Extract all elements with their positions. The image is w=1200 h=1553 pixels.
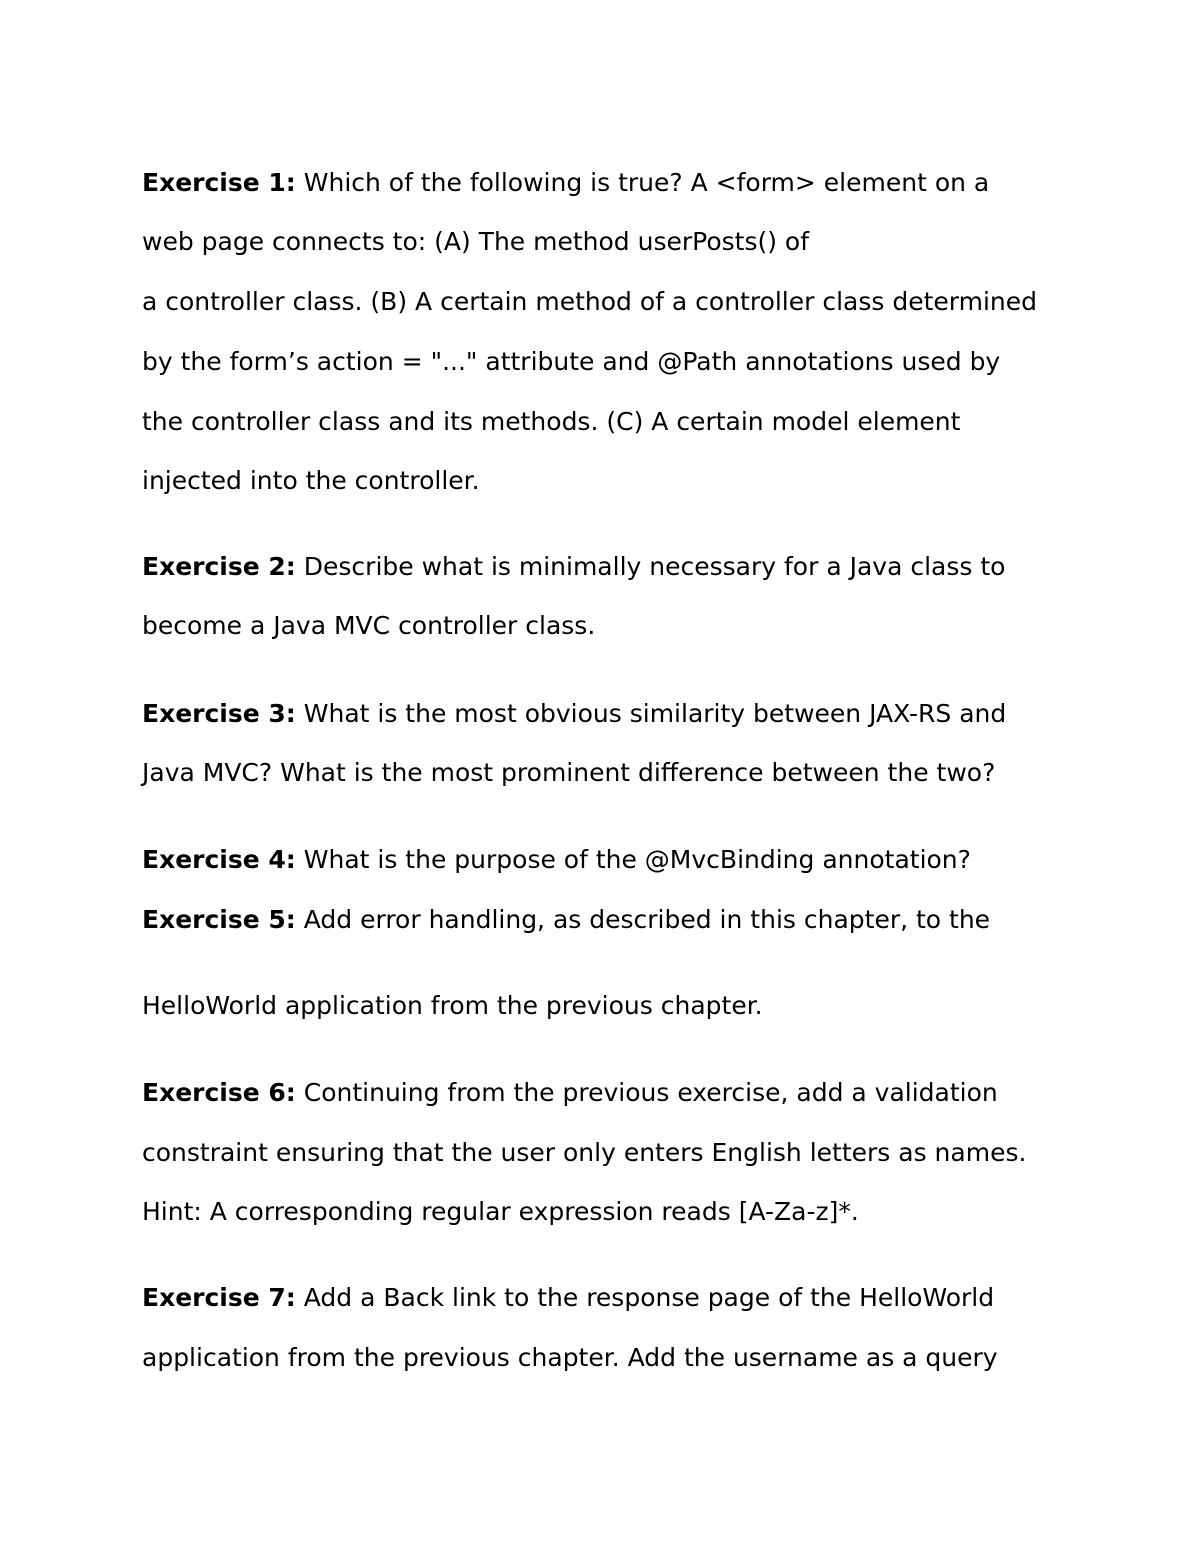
exercise-3-line-1 [142, 699, 1006, 729]
exercise-2-line-2: become a Java MVC controller class. [142, 611, 596, 640]
exercise-6-line-2: constraint ensuring that the user only enters English letters as names. [142, 1138, 1027, 1167]
exercise-6-text: Continuing from the previous exercise, add a validation [295, 1078, 998, 1107]
exercise-4-text: What is the purpose of the @MvcBinding annotation? [295, 845, 971, 874]
exercise-1-line-2: web page connects to: (A) The method userPosts() of [142, 227, 810, 256]
exercise-3-label: Exercise 3: [142, 699, 296, 728]
exercise-2-text: Describe what is minimally necessary for a Java class to [295, 552, 1006, 581]
exercise-7-label: Exercise 7: [142, 1283, 296, 1312]
exercise-2-line-1 [142, 552, 1005, 582]
exercise-1-line-4: by the form’s action = "..." attribute and @Path annotations used by [142, 347, 1001, 376]
exercise-3-text: What is the most obvious similarity between JAX-RS and [295, 699, 1007, 728]
exercise-1-text: Which of the following is true? A <form> element on a [295, 168, 990, 197]
exercise-5-label: Exercise 5: [142, 905, 296, 934]
exercise-6-label: Exercise 6: [142, 1078, 296, 1107]
exercise-5-text: Add error handling, as described in this chapter, to the [295, 905, 991, 934]
exercise-7-line-2: application from the previous chapter. Add the username as a query [142, 1343, 998, 1372]
exercise-5-line-1 [142, 905, 990, 935]
exercise-1-label: Exercise 1: [142, 168, 296, 197]
exercise-3-line-2: Java MVC? What is the most prominent difference between the two? [142, 758, 996, 787]
exercise-6-line-1 [142, 1078, 998, 1108]
exercise-1-line-6: injected into the controller. [142, 466, 480, 495]
exercise-1-line-5: the controller class and its methods. (C) A certain model element [142, 407, 961, 436]
exercise-4-line-1 [142, 845, 971, 875]
exercise-2-label: Exercise 2: [142, 552, 296, 581]
exercise-1-line-1 [142, 168, 989, 198]
exercise-7-line-1 [142, 1283, 994, 1313]
exercise-7-text: Add a Back link to the response page of the HelloWorld [295, 1283, 995, 1312]
exercise-4-label: Exercise 4: [142, 845, 296, 874]
exercise-5-line-2: HelloWorld application from the previous chapter. [142, 991, 763, 1020]
exercise-1-line-3: a controller class. (B) A certain method of a controller class determined [142, 287, 1038, 316]
exercise-6-line-3: Hint: A corresponding regular expression reads [A-Za-z]*. [142, 1197, 859, 1226]
